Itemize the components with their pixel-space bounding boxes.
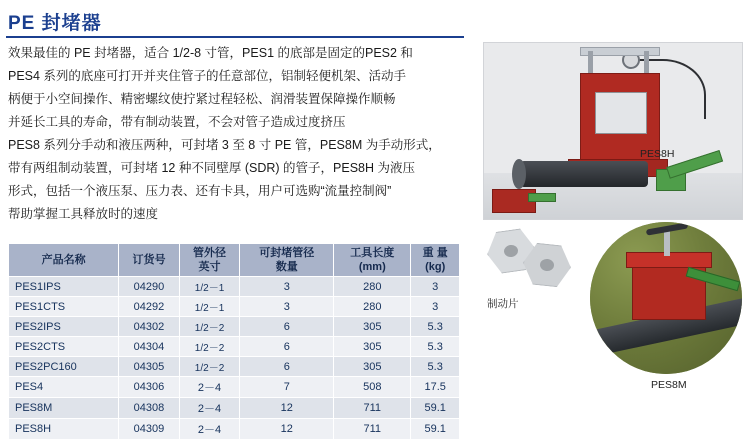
cell-plug-count: 3 (240, 277, 334, 297)
cell-outer-diameter: 1/2－2 (179, 337, 240, 357)
pe-pipe-end (512, 159, 526, 189)
header-text: 订货号 (132, 254, 166, 266)
body-paragraph-8: 帮助掌握工具释放时的速度 (8, 207, 159, 221)
table-row (9, 337, 460, 357)
cell-weight: 59.1 (411, 398, 460, 419)
cell-tool-length: 508 (334, 377, 411, 398)
cell-order-code: 04304 (119, 337, 180, 357)
cell-outer-diameter: 1/2－2 (179, 317, 240, 337)
header-text-line1: 重 量 (422, 247, 448, 259)
cell-order-code: 04306 (119, 377, 180, 398)
body-text (8, 42, 468, 226)
cell-weight: 5.3 (411, 317, 460, 337)
caption-pes8h: PES8H (640, 148, 675, 160)
cell-order-code: 04309 (119, 419, 180, 440)
cell-plug-count: 6 (240, 337, 334, 357)
cell-tool-length: 280 (334, 277, 411, 297)
body-paragraph-4: 并延长工具的寿命，带有制动装置，不会对管子造成过度挤压 (8, 115, 346, 129)
cell-product-name: PES1IPS (9, 277, 119, 297)
cell-product-name: PES2PC160 (9, 357, 119, 377)
caption-brake-plate: 制动片 (487, 298, 519, 310)
body-paragraph-3: 柄便于小空间操作、精密螺纹使拧紧过程轻松、润滑装置保障操作顺畅 (8, 92, 396, 106)
brake-plates-photo (483, 228, 579, 290)
specification-table (8, 243, 460, 440)
header-text-line2: 数量 (275, 261, 298, 273)
caption-pes8m: PES8M (651, 379, 687, 391)
table-row (9, 297, 460, 317)
brake-plate-hole (539, 258, 554, 271)
clamp-screw (664, 230, 670, 256)
cell-product-name: PES4 (9, 377, 119, 398)
cell-tool-length: 711 (334, 398, 411, 419)
cell-order-code: 04305 (119, 357, 180, 377)
table-row (9, 317, 460, 337)
body-paragraph-5: PES8 系列分手动和液压两种，可封堵 3 至 8 寸 PE 管，PES8M 为手动形式， (8, 138, 441, 152)
header-text-line2: (kg) (425, 261, 446, 273)
cell-plug-count: 12 (240, 419, 334, 440)
table-row (9, 277, 460, 297)
header-text-line1: 管外径 (193, 247, 227, 259)
cell-outer-diameter: 2－4 (179, 398, 240, 419)
secondary-clamp-lever (528, 193, 556, 202)
cell-product-name: PES2IPS (9, 317, 119, 337)
table-row (9, 377, 460, 398)
cell-product-name: PES8M (9, 398, 119, 419)
cell-order-code: 04308 (119, 398, 180, 419)
body-paragraph-6: 带有两组制动装置，可封堵 12 种不同壁厚 (SDR) 的管子，PES8H 为液压 (8, 161, 415, 175)
cell-weight: 3 (411, 277, 460, 297)
cell-weight: 17.5 (411, 377, 460, 398)
header-text-line2: 英寸 (198, 261, 221, 273)
cell-product-name: PES1CTS (9, 297, 119, 317)
cell-weight: 3 (411, 297, 460, 317)
cell-weight: 5.3 (411, 337, 460, 357)
cell-plug-count: 3 (240, 297, 334, 317)
clamp-window (595, 92, 647, 134)
table-header-row (9, 244, 460, 277)
body-paragraph-2: PES4 系列的底座可打开并夹住管子的任意部位，铝制轻便机架、活动手 (8, 69, 406, 83)
header-text-line1: 可封堵管径 (259, 247, 315, 259)
header-text: 产品名称 (41, 254, 86, 266)
column-header-weight (411, 244, 460, 277)
column-header-plug-count (240, 244, 334, 277)
column-header-order-code (119, 244, 180, 277)
cell-product-name: PES8H (9, 419, 119, 440)
cell-plug-count: 7 (240, 377, 334, 398)
table-row (9, 398, 460, 419)
cell-order-code: 04292 (119, 297, 180, 317)
cell-tool-length: 305 (334, 357, 411, 377)
body-paragraph-7: 形式，包括一个液压泵、压力表、还有卡具，用户可选购“流量控制阀” (8, 184, 392, 198)
page-title: PE 封堵器 (8, 13, 102, 34)
cell-plug-count: 12 (240, 398, 334, 419)
cell-product-name: PES2CTS (9, 337, 119, 357)
body-paragraph-1: 效果最佳的 PE 封堵器，适合 1/2-8 寸管，PES1 的底部是固定的PES2 和 (8, 46, 413, 60)
cell-outer-diameter: 1/2－2 (179, 357, 240, 377)
brake-plate-hole (503, 244, 519, 258)
cell-weight: 5.3 (411, 357, 460, 377)
cell-tool-length: 305 (334, 317, 411, 337)
product-photo-pes8h (483, 42, 743, 220)
title-divider (6, 36, 464, 38)
table-row (9, 419, 460, 440)
cell-outer-diameter: 2－4 (179, 419, 240, 440)
cell-order-code: 04290 (119, 277, 180, 297)
header-text-line1: 工具长度 (350, 247, 395, 259)
column-header-tool-length (334, 244, 411, 277)
cell-outer-diameter: 2－4 (179, 377, 240, 398)
cell-order-code: 04302 (119, 317, 180, 337)
cell-plug-count: 6 (240, 357, 334, 377)
cell-tool-length: 305 (334, 337, 411, 357)
cell-tool-length: 711 (334, 419, 411, 440)
field-photo-pes8m (590, 222, 742, 374)
header-text-line2: (mm) (358, 261, 386, 273)
cell-outer-diameter: 1/2－1 (179, 297, 240, 317)
column-header-product-name (9, 244, 119, 277)
cell-plug-count: 6 (240, 317, 334, 337)
pe-pipe (520, 161, 648, 187)
cell-weight: 59.1 (411, 419, 460, 440)
table-row (9, 357, 460, 377)
cell-outer-diameter: 1/2－1 (179, 277, 240, 297)
cell-tool-length: 280 (334, 297, 411, 317)
column-header-outer-diameter (179, 244, 240, 277)
